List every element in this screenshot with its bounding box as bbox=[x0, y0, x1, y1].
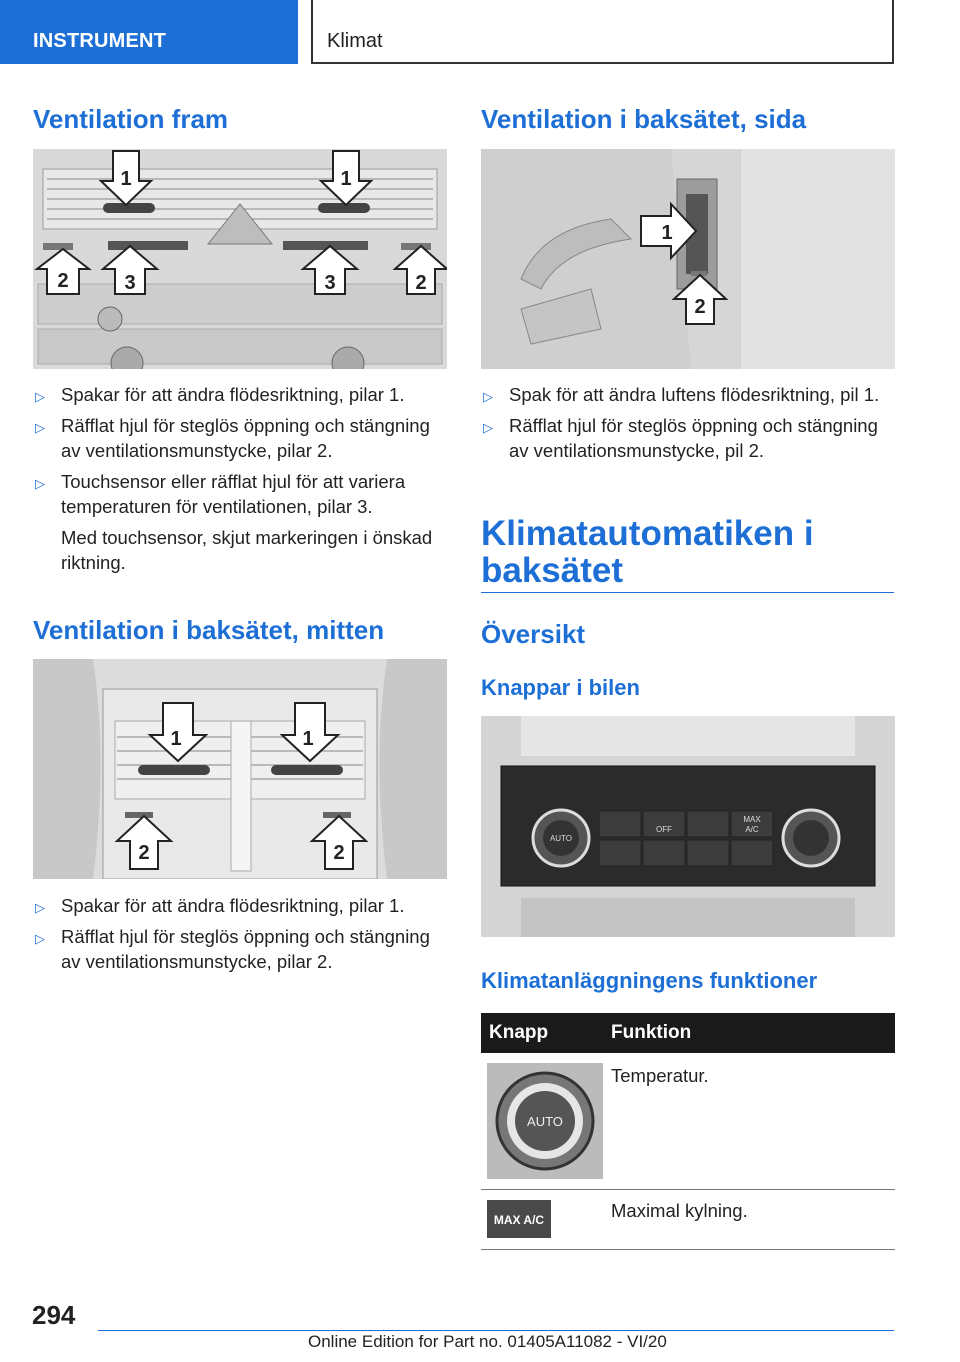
front-ventilation-heading: Ventilation fram bbox=[33, 104, 229, 134]
triangle-bullet-icon: ▷ bbox=[35, 389, 45, 404]
front-vent-photo bbox=[33, 149, 447, 369]
auto-knob-image bbox=[487, 1063, 603, 1179]
front-label-2b: 2 bbox=[415, 272, 427, 294]
table-row bbox=[481, 1053, 895, 1189]
functions-heading: Klimatanläggningens funktioner bbox=[481, 968, 818, 993]
triangle-bullet-icon: ▷ bbox=[483, 420, 493, 435]
rear-middle-heading: Ventilation i baksätet, mitten bbox=[33, 615, 385, 645]
panel-auto-text: AUTO bbox=[549, 834, 573, 843]
front-list bbox=[33, 382, 447, 581]
rear-side-label-2: 2 bbox=[694, 296, 706, 318]
chapter-label: Klimat bbox=[327, 30, 383, 52]
rear-mid-label-2a: 2 bbox=[138, 842, 150, 864]
list-item: ▷ Räfflat hjul för steglös öppning och stängning av ventilationsmunstycke, pilar 2. bbox=[35, 926, 430, 972]
panel-ac-text: A/C bbox=[745, 825, 759, 834]
max-ac-label: MAX A/C bbox=[493, 1212, 545, 1227]
table-header-function: Funktion bbox=[603, 1013, 895, 1053]
triangle-bullet-icon: ▷ bbox=[35, 476, 45, 491]
buttons-heading: Knappar i bilen bbox=[481, 675, 640, 700]
function-cell: Maximal kylning. bbox=[603, 1189, 895, 1249]
triangle-bullet-icon: ▷ bbox=[35, 420, 45, 435]
list-item: ▷ Spakar för att ändra flödesriktning, pilar 1. bbox=[33, 893, 447, 918]
list-item: ▷ Spak för att ändra luftens flödesriktning, pil 1. bbox=[481, 382, 895, 407]
rear-middle-vent-photo bbox=[33, 659, 447, 879]
chapter-divider bbox=[481, 592, 894, 593]
front-note: Med touchsensor, skjut markeringen i önskad riktning. bbox=[61, 527, 433, 573]
rear-side-label-1: 1 bbox=[661, 222, 673, 244]
list-item: ▷ Spakar för att ändra flödesriktning, pilar 1. bbox=[33, 382, 447, 407]
triangle-bullet-icon: ▷ bbox=[483, 389, 493, 404]
panel-max-text: MAX bbox=[743, 815, 761, 824]
footer-divider bbox=[98, 1330, 894, 1331]
table-row bbox=[481, 1189, 895, 1249]
rear-middle-list bbox=[33, 893, 447, 980]
triangle-bullet-icon: ▷ bbox=[35, 900, 45, 915]
section-tab bbox=[0, 0, 298, 64]
front-label-3a: 3 bbox=[124, 272, 136, 294]
chapter-tab bbox=[311, 0, 894, 64]
auto-knob-label: AUTO bbox=[527, 1114, 563, 1129]
table-header-button: Knapp bbox=[481, 1013, 603, 1053]
list-item: ▷ Touchsensor eller räfflat hjul för att variera temperaturen för ventilationen, pilar 3. Med touchsensor, skjut markeringen i önskad riktning. bbox=[33, 469, 447, 575]
rear-mid-label-2b: 2 bbox=[333, 842, 345, 864]
list-item: ▷ Räfflat hjul för steglös öppning och stängning av ventilationsmunstycke, pil 2. bbox=[483, 415, 878, 461]
edition-text: Online Edition for Part no. 01405A11082 - VI/20 bbox=[308, 1332, 667, 1351]
front-label-1a: 1 bbox=[120, 168, 132, 190]
rear-climate-panel-photo bbox=[481, 716, 895, 937]
list-item: ▷ Räfflat hjul för steglös öppning och stängning av ventilationsmunstycke, pilar 2. bbox=[35, 415, 430, 461]
front-label-2a: 2 bbox=[57, 270, 69, 292]
rear-side-list bbox=[481, 382, 895, 469]
front-label-3b: 3 bbox=[324, 272, 336, 294]
triangle-bullet-icon: ▷ bbox=[35, 931, 45, 946]
rear-side-vent-photo bbox=[481, 149, 895, 369]
section-label: INSTRUMENT bbox=[33, 30, 167, 52]
page-number: 294 bbox=[32, 1300, 76, 1330]
rear-mid-label-1a: 1 bbox=[170, 728, 182, 750]
overview-heading: Översikt bbox=[481, 619, 586, 649]
max-ac-button-image bbox=[487, 1200, 551, 1238]
functions-table bbox=[481, 1013, 895, 1250]
chapter-title: Klimatautomatiken i baksätet bbox=[481, 514, 814, 590]
front-label-1b: 1 bbox=[340, 168, 352, 190]
function-cell: Temperatur. bbox=[603, 1053, 895, 1189]
rear-mid-label-1b: 1 bbox=[302, 728, 314, 750]
panel-off-text: OFF bbox=[656, 825, 672, 834]
rear-side-heading: Ventilation i baksätet, sida bbox=[481, 104, 807, 134]
